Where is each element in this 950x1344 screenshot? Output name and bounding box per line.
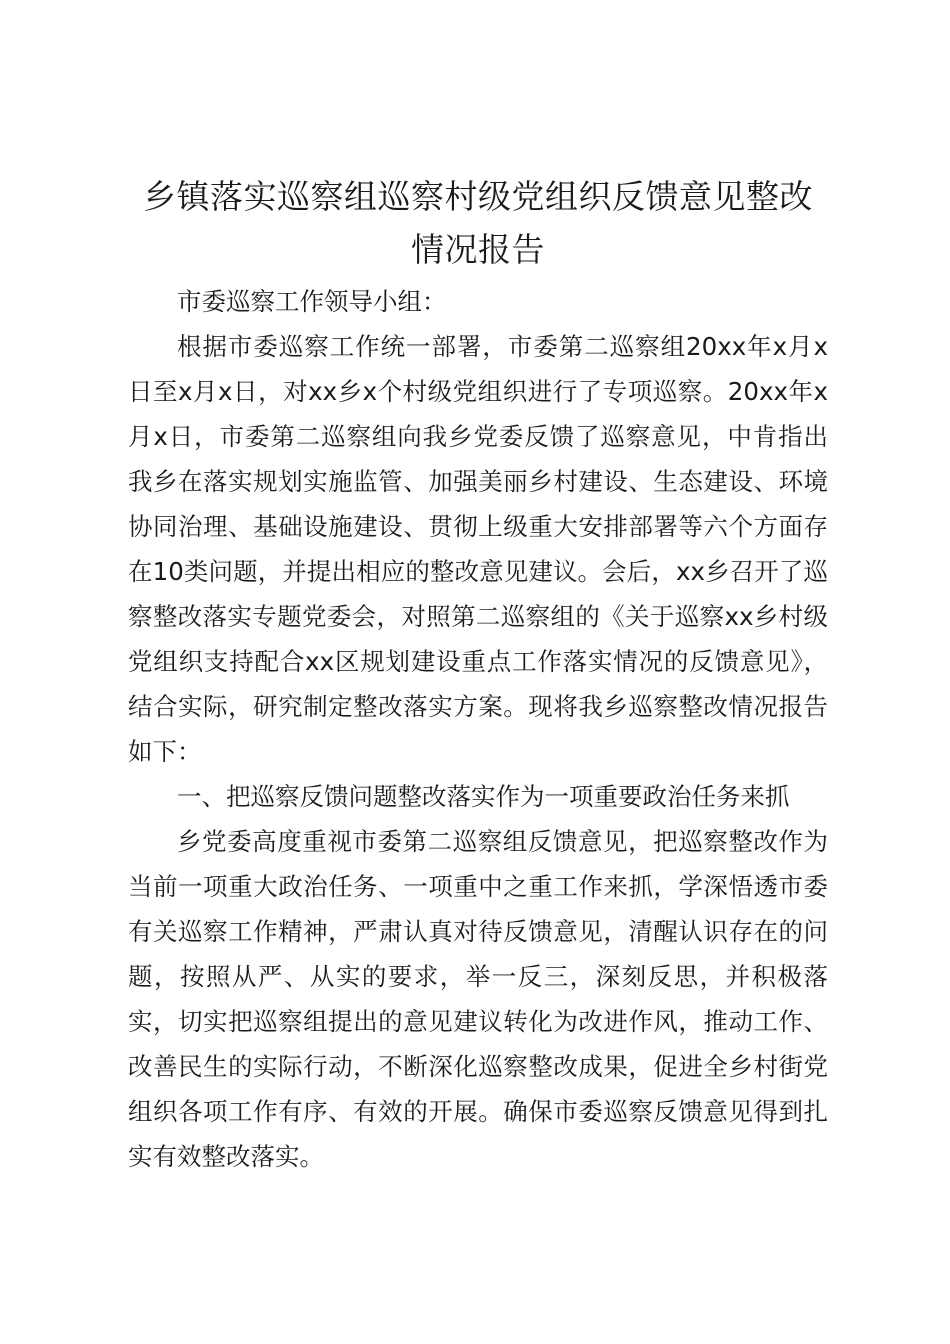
paragraph-intro: 根据市委巡察工作统一部署，市委第二巡察组20xx年x月x日至x月x日，对xx乡x个村级党组织进行了专项巡察。20xx年x月x日，市委第二巡察组向我乡党委反馈了巡察意见，中肯指出我乡在落实规划实施监管、加强美丽乡村建设、生态建设、环境协同治理、基础设施建设、贯彻上级重大安排部署等六个方面存在10类问题，并提出相应的整改意见建议。会后，xx乡召开了巡察整改落实专题党委会，对照第二巡察组的《关于巡察xx乡村级党组织支持配合xx区规划建设重点工作落实情况的反馈意见》，结合实际，研究制定整改落实方案。现将我乡巡察整改情况报告如下： [128,332,828,766]
paragraph-section-1: 乡党委高度重视市委第二巡察组反馈意见，把巡察整改作为当前一项重大政治任务、一项重中之重工作来抓，学深悟透市委有关巡察工作精神，严肃认真对待反馈意见，清醒认识存在的问题，按照从严、从实的要求，举一反三，深刻反思，并积极落实，切实把巡察组提出的意见建议转化为改进作风，推动工作、改善民生的实际行动，不断深化巡察整改成果，促进全乡村街党组织各项工作有序、有效的开展。确保市委巡察反馈意见得到扎实有效整改落实。 [128,827,828,1171]
document-title: 乡镇落实巡察组巡察村级党组织反馈意见整改情况报告 [143,177,813,269]
document-body [128,170,828,1179]
section-heading-1: 一、把巡察反馈问题整改落实作为一项重要政治任务来抓 [177,782,790,811]
salutation: 市委巡察工作领导小组： [177,287,447,316]
